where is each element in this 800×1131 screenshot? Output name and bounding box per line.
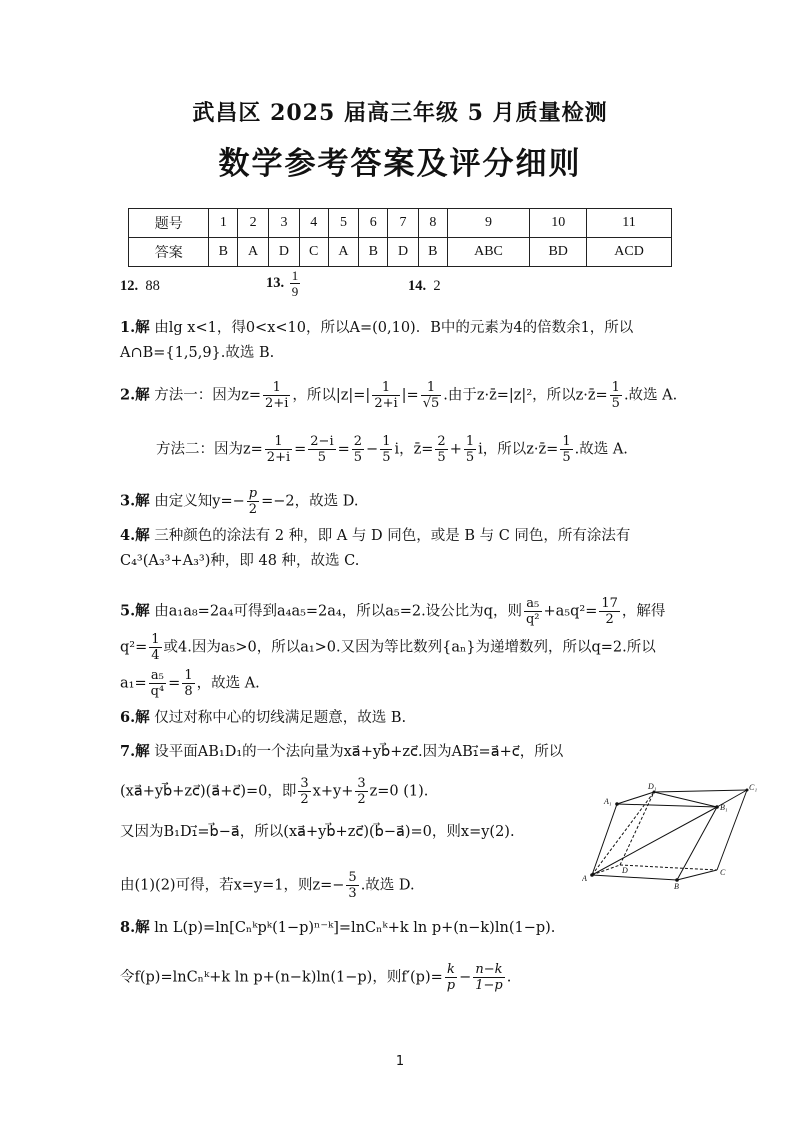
fraction-numerator: a₅ — [524, 596, 542, 612]
solution-7-text-d: z=0 (1). — [369, 783, 429, 800]
row-label-number: 题号 — [129, 209, 209, 238]
fraction-denominator: 5 — [562, 450, 571, 465]
solution-3-text-a: 由定义知y=− — [149, 493, 245, 510]
question-number-cell: 5 — [328, 209, 359, 238]
edge-a1d1 — [617, 792, 654, 804]
label-d1: D₁ — [648, 782, 657, 791]
solution-3-label: 3.解 — [120, 492, 150, 510]
solution-6-text: 仅过对称中心的切线满足题意，故选 B. — [149, 710, 407, 726]
q14-answer: 2 — [433, 278, 441, 294]
solution-2-text-g: i，所以z·z̄= — [478, 441, 559, 458]
question-number-cell: 3 — [269, 209, 300, 238]
solution-7-line-2 — [120, 776, 428, 807]
answer-cell: C — [299, 238, 328, 267]
solution-5-text-e: 或4.因为a₅>0，所以a₁>0.又因为等比数列{aₙ}为递增数列，所以q=2.所以 — [163, 639, 656, 656]
label-a: A — [582, 874, 587, 883]
fraction-denominator: 5 — [382, 450, 391, 465]
solution-5-text-f: a₁= — [120, 675, 147, 692]
answer-cell: A — [238, 238, 269, 267]
fraction-numerator: 17 — [601, 596, 618, 611]
fraction-denominator: q² — [525, 612, 540, 627]
fraction-numerator: 1 — [263, 380, 290, 396]
solution-2-text-a: 方法一：因为z= — [149, 387, 262, 404]
fraction-denominator: 5 — [437, 450, 446, 465]
solution-6-label: 6.解 — [120, 709, 150, 726]
fraction-denominator: 5 — [353, 450, 363, 465]
solution-2-method-2: 方法二：因为z= — [156, 441, 263, 458]
fraction-numerator: 2−i — [310, 434, 334, 449]
fraction-numerator: 2 — [437, 434, 446, 449]
edge-bc — [677, 870, 717, 880]
answer-cell: B — [418, 238, 447, 267]
q14-number: 14. — [408, 278, 427, 294]
answer-table — [128, 208, 672, 267]
fraction-denominator: 5 — [317, 450, 327, 465]
q12-answer: 88 — [145, 278, 160, 294]
minus-sign: − — [366, 441, 379, 458]
solution-2-text-c: |= — [401, 387, 419, 404]
solution-8-text-a: ln L(p)=ln[Cₙᵏpᵏ(1−p)ⁿ⁻ᵏ]=lnCₙᵏ+k ln p+(n−k)ln(1−p). — [149, 920, 556, 936]
solution-7-text-b: (xa⃗+yb⃗+zc⃗)(a⃗+c⃗)=0，即 — [120, 783, 297, 800]
parallelepiped-figure — [582, 780, 772, 890]
solution-2-line-2 — [156, 434, 628, 465]
solution-7-text-e: 由(1)(2)可得，若x=y=1，则z=− — [120, 877, 345, 894]
fraction-numerator: 5 — [348, 870, 357, 885]
solution-7-text-c: x+y+ — [312, 783, 354, 800]
label-c1: C₁ — [749, 783, 758, 792]
solution-7-label: 7.解 — [120, 743, 150, 760]
fraction-denominator: p — [446, 978, 456, 993]
solution-4-line-1 — [120, 526, 630, 546]
answer-cell: ABC — [447, 238, 530, 267]
solution-2-label: 2.解 — [120, 386, 150, 404]
fraction-denominator: 8 — [184, 684, 193, 699]
solution-8-text-b: 令f(p)=lnCₙᵏ+k ln p+(n−k)ln(1−p)，则f′(p)= — [120, 969, 443, 986]
answer-cell: B — [359, 238, 388, 267]
fraction-numerator: 3 — [357, 776, 366, 791]
solution-2-text-h: .故选 A. — [574, 441, 628, 458]
fraction-numerator: p — [248, 486, 258, 501]
fraction-numerator: 1 — [562, 434, 571, 449]
solution-4-label: 4.解 — [120, 527, 150, 544]
blank-answer-12 — [120, 278, 160, 295]
row-label-answer: 答案 — [129, 238, 209, 267]
solution-2-line-1 — [120, 380, 677, 411]
solution-3-text-b: =−2，故选 D. — [261, 493, 359, 510]
fraction-numerator: 1 — [465, 434, 475, 449]
document-title: 武昌区 2025 届高三年级 5 月质量检测 — [192, 100, 608, 126]
fraction-denominator: 3 — [348, 886, 357, 901]
fraction-numerator: 2 — [353, 434, 363, 449]
solution-5-line-3 — [120, 668, 260, 699]
label-d: D — [622, 866, 628, 875]
question-number-cell: 2 — [238, 209, 269, 238]
solution-2-text-f: i，z̄= — [394, 441, 434, 458]
solution-7-line-4 — [120, 870, 415, 901]
blank-answer-13 — [266, 268, 302, 299]
label-b1: B₁ — [720, 803, 728, 812]
diagonal-d1b1 — [654, 792, 717, 807]
edge-ab — [592, 875, 677, 880]
fraction-numerator: a₅ — [149, 668, 167, 684]
blank-answer-14 — [408, 278, 441, 295]
fraction-denominator: 2 — [605, 612, 614, 627]
edge-d1c1 — [654, 790, 747, 792]
solution-3 — [120, 486, 358, 517]
equals-sign: = — [168, 675, 181, 692]
solution-6 — [120, 708, 406, 728]
label-c: C — [720, 868, 726, 877]
minus-sign: − — [459, 969, 472, 986]
question-number-cell: 1 — [209, 209, 238, 238]
solution-1-line-1 — [120, 318, 633, 338]
document-subtitle: 数学参考答案及评分细则 — [218, 146, 582, 182]
solution-8-label: 8.解 — [120, 919, 150, 936]
fraction-numerator: 1 — [151, 632, 160, 647]
answer-cell: A — [328, 238, 359, 267]
period: . — [506, 969, 512, 986]
fraction-numerator: 1 — [184, 668, 193, 683]
q13-number: 13. — [266, 274, 285, 291]
fraction-denominator: 2+i — [374, 396, 398, 411]
edge-cc1 — [717, 790, 747, 870]
solution-5-text-a: 由a₁a₈=2a₄可得到a₄a₅=2a₄，所以a₅=2.设公比为q，则 — [149, 603, 522, 620]
solution-2-text-d: .由于z·z̄=|z|²，所以z·z̄= — [443, 387, 608, 404]
solution-1-line-2: A∩B={1,5,9}.故选 B. — [120, 345, 275, 361]
edge-dd1 — [620, 792, 654, 865]
table-row-answers — [129, 238, 672, 267]
solution-5-line-1 — [120, 596, 665, 627]
question-number-cell: 11 — [587, 209, 672, 238]
question-number-cell: 8 — [418, 209, 447, 238]
equals-sign: = — [294, 441, 307, 458]
table-row-numbers — [129, 209, 672, 238]
fraction-denominator: 2+i — [266, 450, 291, 465]
fraction-numerator: 1 — [265, 434, 292, 450]
solution-2-text-e: .故选 A. — [623, 387, 678, 404]
fraction-numerator: n−k — [473, 962, 505, 978]
fraction-denominator: 1−p — [475, 978, 503, 993]
solution-5-label: 5.解 — [120, 602, 150, 620]
question-number-cell: 7 — [388, 209, 419, 238]
fraction-denominator: 2 — [357, 792, 366, 807]
edge-aa1 — [592, 804, 617, 875]
solution-7-text-f: .故选 D. — [360, 877, 415, 894]
fraction-numerator: 1 — [382, 434, 391, 449]
solution-1-text: 由lg x<1，得0<x<10，所以A=(0,10)．B中的元素为4的倍数余1，所以 — [149, 320, 634, 336]
question-number-cell: 6 — [359, 209, 388, 238]
solution-5-line-2 — [120, 632, 656, 663]
answer-cell: B — [209, 238, 238, 267]
answer-cell: ACD — [587, 238, 672, 267]
question-number-cell: 9 — [447, 209, 530, 238]
fraction-numerator: k — [445, 962, 457, 978]
solution-4-text: 三种颜色的涂法有 2 种，即 A 与 D 同色，或是 B 与 C 同色，所有涂法有 — [149, 528, 631, 544]
solution-5-text-c: ，解得 — [621, 603, 666, 620]
answer-cell: D — [269, 238, 300, 267]
fraction-denominator: 5 — [465, 450, 475, 465]
solution-5-text-d: q²= — [120, 639, 148, 656]
answer-cell: BD — [530, 238, 587, 267]
fraction-numerator: 3 — [300, 776, 309, 791]
fraction-denominator: 4 — [151, 648, 160, 663]
question-number-cell: 10 — [530, 209, 587, 238]
label-a1: A₁ — [604, 797, 612, 806]
fraction-numerator: 1 — [372, 380, 399, 396]
solution-5-text-g: ，故选 A. — [196, 675, 260, 692]
fraction-denominator: √5 — [422, 396, 440, 411]
page-number: 1 — [395, 1054, 405, 1069]
solution-5-text-b: +a₅q²= — [543, 603, 598, 620]
question-number-cell: 4 — [299, 209, 328, 238]
plus-sign: + — [449, 441, 462, 458]
fraction-denominator: q⁴ — [150, 684, 165, 699]
fraction-denominator: 2 — [300, 792, 309, 807]
q13-numerator: 1 — [291, 268, 299, 283]
solution-7-line-1 — [120, 742, 563, 762]
fraction-denominator: 2 — [248, 502, 258, 517]
solution-8-line-1 — [120, 918, 555, 938]
equals-sign: = — [337, 441, 350, 458]
fraction-denominator: 5 — [611, 396, 620, 411]
q13-denominator: 9 — [291, 284, 299, 299]
fraction-numerator: 1 — [421, 380, 442, 396]
edge-a1b1 — [617, 804, 717, 807]
answer-cell: D — [388, 238, 419, 267]
solution-8-line-2 — [120, 962, 511, 993]
solution-2-text-b: ，所以|z|=| — [292, 387, 371, 404]
edge-dc — [620, 865, 717, 870]
solution-4-line-2: C₄³(A₃³+A₃³)种，即 48 种，故选 C. — [120, 553, 360, 569]
solution-7-text-a: 设平面AB₁D₁的一个法向量为xa⃗+yb⃗+zc⃗.因为AB₁⃗=a⃗+c⃗，所以 — [149, 744, 564, 760]
q12-number: 12. — [120, 278, 139, 294]
fraction-numerator: 1 — [611, 380, 620, 395]
label-b: B — [674, 882, 679, 890]
fraction-denominator: 2+i — [265, 396, 289, 411]
solution-7-line-3: 又因为B₁D₁⃗=b⃗−a⃗，所以(xa⃗+yb⃗+zc⃗)(b⃗−a⃗)=0，则x=y(2). — [120, 824, 515, 840]
solution-1-label: 1.解 — [120, 319, 150, 336]
